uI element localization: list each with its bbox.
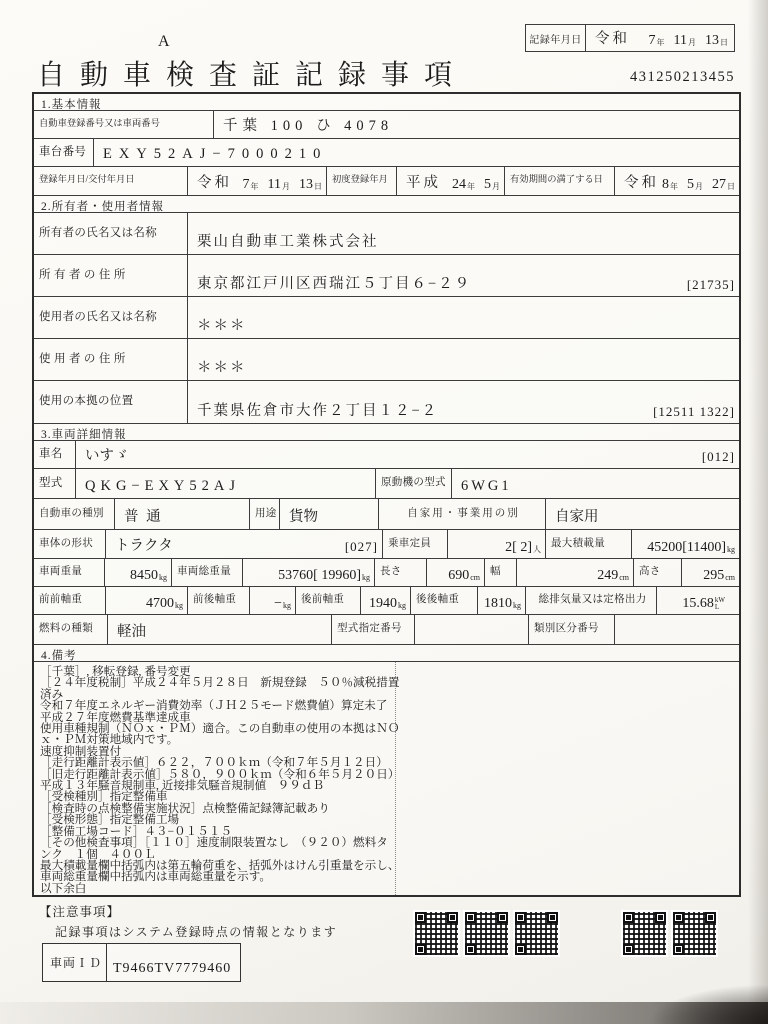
remark-line: 以下余白 (40, 881, 87, 895)
chassis-number-value: EXY52AJ−7000210 (103, 146, 328, 162)
registration-date-day: 13 (299, 177, 313, 192)
car-name-row (34, 441, 739, 469)
private-business-value: 自家用 (555, 509, 599, 525)
fuel-value: 軽油 (108, 615, 332, 644)
axle-rear-front-unit: kg (398, 601, 406, 610)
record-date-month: 11 (673, 33, 687, 48)
remark-line: ［その他検査事項］［１１０］速度制限装置なし （９２０）燃料タ (40, 836, 388, 850)
max-load-unit: kg (727, 545, 735, 554)
remark-line: ｘ・ＰＭ対策地域内です。 (40, 733, 179, 747)
section1-heading: 1.基本情報 (34, 94, 739, 111)
registration-number-row (34, 111, 739, 139)
gross-weight-unit: kg (362, 573, 370, 582)
remark-line: ンク １個 ４００Ｌ (40, 847, 156, 861)
axle-front-front-unit: kg (175, 601, 183, 610)
notice-heading: 【注意事項】 (39, 905, 121, 919)
owner-name-row (34, 213, 739, 255)
gross-weight-number: 53760[ 19960] (278, 568, 361, 583)
registration-date-month: 11 (267, 177, 281, 192)
record-date-day: 13 (705, 33, 719, 48)
displacement-unit-l: L (714, 603, 720, 611)
width-value (517, 559, 634, 586)
axle-rear-front-label: 後前軸重 (296, 587, 361, 614)
axle-rear-front-value (361, 587, 411, 614)
height-unit: cm (725, 573, 735, 582)
use-value: 貨物 (280, 499, 379, 529)
remark-line: 平成２７年度燃費基準達成車 (40, 710, 191, 724)
qr-finder-pattern (673, 944, 684, 955)
first-registration-value (397, 167, 505, 195)
fuel-label: 燃料の種類 (34, 615, 108, 644)
month-unit: 月 (492, 182, 500, 191)
day-unit: 日 (720, 38, 728, 47)
user-address-value: ＊＊＊ (197, 360, 247, 376)
document-number: 431250213455 (630, 69, 735, 85)
record-date-era: 令和 (595, 31, 630, 47)
first-registration-era: 平成 (406, 175, 441, 191)
remark-line: 使用車種規制（ＮＯｘ・ＰＭ）適合。この自動車の使用の本拠はＮＯ (40, 722, 400, 736)
remark-line: 最大積載量欄中括弧内は第五輪荷重を、括弧外はけん引重量を示し、 (40, 858, 400, 872)
body-shape-text: トラクタ (115, 538, 173, 554)
qr-finder-pattern (655, 912, 666, 923)
qr-code (415, 912, 458, 955)
car-name-value (76, 441, 739, 468)
registration-number-label: 自動車登録番号又は車両番号 (34, 111, 214, 138)
year-unit: 年 (656, 38, 665, 47)
year-unit: 年 (467, 182, 475, 191)
type-designation-label: 型式指定番号 (332, 615, 415, 644)
vehicle-id-label: 車両ＩＤ (43, 944, 107, 981)
vehicle-weight-unit: kg (159, 573, 167, 582)
page-letter: A (158, 33, 170, 50)
base-location-value (188, 381, 739, 423)
base-location-label: 使用の本拠の位置 (34, 381, 188, 423)
qr-finder-pattern (623, 944, 634, 955)
remark-line: 速度抑制装置付 (40, 744, 122, 758)
vehicle-category-value: 普 通 (115, 499, 250, 529)
record-date-value (586, 25, 734, 51)
body-shape-code: [027] (344, 539, 378, 554)
remark-line: ［検査時の点検整備実施状況］点検整備記録簿記載あり (40, 801, 330, 815)
qr-finder-pattern (515, 944, 526, 955)
axle-front-front-label: 前前軸重 (34, 587, 106, 614)
remark-line: ［整備工場コード］４３−０１５１５ (40, 824, 233, 838)
capacity-value (448, 530, 546, 558)
base-location-row (34, 381, 739, 424)
registration-date-label: 登録年月日/交付年月日 (34, 167, 188, 195)
weight-dimensions-row (34, 559, 739, 587)
car-name-code: [012] (701, 449, 735, 464)
remarks-divider (395, 662, 396, 895)
registration-date-value (188, 167, 327, 195)
capacity-unit: 人 (533, 545, 541, 554)
vehicle-id-box (42, 943, 241, 982)
axle-front-rear-unit: kg (283, 601, 291, 610)
qr-finder-pattern (465, 912, 476, 923)
day-unit: 日 (314, 182, 322, 191)
model-value: QKG−EXY52AJ (76, 469, 376, 498)
vehicle-id-value: T9466TV7779460 (113, 961, 232, 976)
month-unit: 月 (282, 182, 290, 191)
qr-code (515, 912, 558, 955)
owner-address-label: 所 有 者 の 住 所 (34, 255, 188, 296)
expiry-date-value (615, 167, 739, 195)
axle-rear-front-number: 1940 (369, 596, 397, 611)
qr-finder-pattern (623, 912, 634, 923)
remark-line: 令和７年度エネルギー消費効率（ＪＨ２５モード燃費値）算定未了 (40, 699, 388, 713)
use-label: 用途 (250, 499, 280, 529)
length-unit: cm (470, 573, 480, 582)
type-designation-value (415, 615, 529, 644)
class-number-value (615, 615, 739, 644)
body-shape-row (34, 530, 739, 559)
axle-rear-rear-number: 1810 (484, 596, 512, 611)
qr-finder-pattern (447, 912, 458, 923)
owner-name-value: 栗山自動車工業株式会社 (197, 234, 379, 250)
vehicle-weight-label: 車両重量 (34, 559, 105, 586)
axle-weights-row (34, 587, 739, 615)
year-unit: 年 (250, 182, 259, 191)
owner-address-value (188, 255, 739, 296)
axle-rear-rear-label: 後後軸重 (411, 587, 478, 614)
registration-date-year: 7 (242, 177, 250, 192)
dates-row (34, 167, 739, 196)
remark-line: ［旧走行距離計表示値］５８０，９００ｋｍ（令和６年５月２０日） (40, 767, 400, 781)
expiry-date-era: 令和 (624, 175, 659, 191)
car-name-label: 車名 (34, 441, 76, 468)
remark-line: 車両総重量欄中括弧内は車両総重量を示す。 (40, 870, 271, 884)
axle-front-rear-number: − (274, 596, 282, 611)
certificate-form (32, 92, 741, 897)
qr-finder-pattern (515, 912, 526, 923)
scan-edge-shadow-right (748, 0, 768, 1024)
capacity-label: 乗車定員 (383, 530, 448, 558)
qr-finder-pattern (673, 912, 684, 923)
axle-front-front-number: 4700 (146, 596, 174, 611)
axle-front-rear-value (250, 587, 296, 614)
base-location-code: [12511 1322] (653, 404, 735, 419)
record-date-label: 記録年月日 (526, 25, 586, 51)
qr-finder-pattern (415, 944, 426, 955)
user-name-row (34, 297, 739, 339)
section4-heading: 4.備考 (34, 645, 739, 662)
section2-heading: 2.所有者・使用者情報 (34, 196, 739, 213)
record-date-box (525, 24, 735, 52)
axle-rear-rear-value (478, 587, 526, 614)
registration-date-era: 令和 (197, 175, 232, 191)
month-unit: 月 (688, 38, 696, 47)
first-registration-year: 24 (452, 177, 466, 192)
max-load-value (632, 530, 739, 558)
expiry-date-month: 5 (687, 177, 694, 192)
user-address-label: 使 用 者 の 住 所 (34, 339, 188, 380)
vehicle-category-label: 自動車の種別 (34, 499, 115, 529)
vehicle-weight-value (105, 559, 172, 586)
expiry-date-year: 8 (662, 177, 669, 192)
class-number-label: 類別区分番号 (529, 615, 615, 644)
remark-line: ［受検種別］指定整備車 (40, 790, 168, 804)
chassis-number-label: 車台番号 (34, 139, 94, 166)
owner-address-code: [21735] (686, 277, 735, 292)
remark-line: ［２４年度税制］平成２４年５月２８日 新規登録 ５０％減税措置 (40, 676, 400, 690)
max-load-number: 45200[11400] (647, 540, 726, 555)
model-row (34, 469, 739, 499)
body-shape-value (106, 530, 383, 558)
first-registration-label: 初度登録年月 (327, 167, 397, 195)
car-name-text: いすゞ (85, 448, 129, 464)
displacement-value (657, 587, 739, 614)
remark-line: ［受検形態］指定整備工場 (40, 813, 180, 827)
qr-finder-pattern (497, 912, 508, 923)
expiry-date-label: 有効期間の満了する日 (505, 167, 615, 195)
axle-front-rear-label: 前後軸重 (188, 587, 250, 614)
gross-weight-value (243, 559, 375, 586)
fuel-row (34, 615, 739, 645)
year-unit: 年 (670, 182, 678, 191)
height-value (682, 559, 739, 586)
record-date-numbers (649, 34, 728, 48)
month-unit: 月 (695, 182, 703, 191)
qr-code (465, 912, 508, 955)
first-registration-month: 5 (484, 177, 491, 192)
scan-edge-shadow-corner (648, 984, 768, 1024)
engine-model-value: 6WG1 (461, 478, 512, 494)
engine-model-label: 原動機の型式 (376, 469, 452, 498)
remark-line: ［走行距離計表示値］６２２，７００ｋｍ（令和７年５月１２日） (40, 756, 388, 770)
expiry-date-day: 27 (712, 177, 726, 192)
vehicle-weight-number: 8450 (130, 568, 158, 583)
category-row (34, 499, 739, 530)
displacement-unit-kw: kW (714, 596, 725, 604)
width-label: 幅 (485, 559, 517, 586)
record-date-year: 7 (648, 33, 656, 48)
length-value (427, 559, 485, 586)
user-name-value: ＊＊＊ (197, 318, 247, 334)
remark-line: 平成１３年騒音規制車, 近接排気騒音規制値 ９９ｄＢ (40, 779, 325, 793)
displacement-number: 15.68 (682, 596, 714, 611)
chassis-number-row (34, 139, 739, 167)
remark-line: 済み (40, 687, 64, 701)
height-label: 高さ (634, 559, 682, 586)
remarks-box (34, 662, 739, 895)
base-location-text: 千葉県佐倉市大作２丁目１２−２ (197, 403, 439, 419)
capacity-number: 2[ 2] (505, 540, 532, 555)
axle-front-front-value (106, 587, 188, 614)
remark-line: ［千葉］, 移転登録, 番号変更 (40, 665, 191, 678)
height-number: 295 (703, 568, 725, 583)
body-shape-label: 車体の形状 (34, 530, 106, 558)
registration-number-value: 千葉 100 ひ 4078 (223, 118, 394, 134)
section3-heading: 3.車両詳細情報 (34, 424, 739, 441)
displacement-label: 総排気量又は定格出力 (526, 587, 657, 614)
qr-finder-pattern (547, 912, 558, 923)
qr-finder-pattern (465, 944, 476, 955)
length-label: 長さ (375, 559, 427, 586)
qr-code (673, 912, 716, 955)
length-number: 690 (448, 568, 470, 583)
notice-text: 記録事項はシステム登録時点の情報となります (55, 925, 338, 939)
owner-name-label: 所有者の氏名又は名称 (34, 213, 188, 254)
model-label: 型式 (34, 469, 76, 498)
axle-rear-rear-unit: kg (513, 601, 521, 610)
max-load-label: 最大積載量 (546, 530, 632, 558)
owner-address-row (34, 255, 739, 297)
owner-address-text: 東京都江戸川区西瑞江５丁目６−２９ (197, 276, 472, 292)
private-business-label: 自家用・事業用の別 (379, 499, 546, 529)
width-unit: cm (619, 573, 629, 582)
qr-finder-pattern (705, 912, 716, 923)
user-name-label: 使用者の氏名又は名称 (34, 297, 188, 338)
user-address-row (34, 339, 739, 381)
document-title: 自動車検査証記録事項 (37, 60, 468, 91)
qr-finder-pattern (415, 912, 426, 923)
gross-weight-label: 車両総重量 (172, 559, 243, 586)
qr-code (623, 912, 666, 955)
width-number: 249 (597, 568, 619, 583)
day-unit: 日 (727, 182, 735, 191)
